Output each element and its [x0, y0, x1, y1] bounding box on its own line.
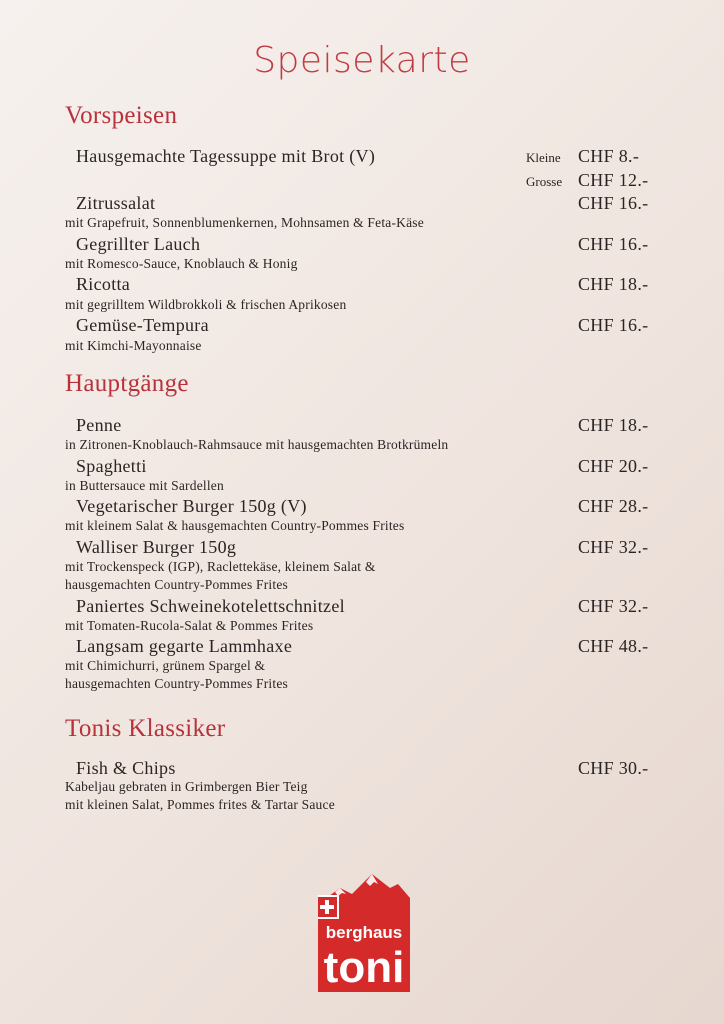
logo-text-berghaus: berghaus: [325, 923, 403, 942]
size-label-large: Grosse: [526, 174, 563, 189]
item-description: mit Tomaten-Rucola-Salat & Pommes Frites: [65, 618, 314, 633]
item-name: Zitrussalat: [76, 193, 156, 213]
item-price: CHF 30.-: [578, 758, 649, 778]
item-price: CHF 8.-: [578, 146, 640, 166]
item-name: Penne: [76, 415, 122, 435]
item-description: mit kleinen Salat, Pommes frites & Tartar Sauce: [65, 797, 335, 812]
item-price: CHF 12.-: [578, 170, 649, 190]
item-description: mit Kimchi-Mayonnaise: [65, 338, 202, 353]
item-price: CHF 18.-: [578, 415, 649, 435]
item-description: mit kleinem Salat & hausgemachten Country-Pommes Frites: [65, 518, 405, 533]
item-description: hausgemachten Country-Pommes Frites: [65, 577, 288, 592]
size-label-small: Kleine: [526, 150, 561, 165]
item-name: Spaghetti: [76, 456, 147, 476]
item-price: CHF 16.-: [578, 193, 649, 213]
item-description: hausgemachten Country-Pommes Frites: [65, 676, 288, 691]
berghaus-toni-logo: [318, 874, 410, 992]
item-name: Vegetarischer Burger 150g (V): [76, 496, 307, 516]
section-title-vorspeisen: Vorspeisen: [65, 102, 178, 129]
item-description: mit Chimichurri, grünem Spargel &: [65, 658, 266, 673]
item-price: CHF 16.-: [578, 315, 649, 335]
item-name: Gegrillter Lauch: [76, 234, 201, 254]
page-title: Speisekarte: [253, 40, 471, 81]
item-description: Kabeljau gebraten in Grimbergen Bier Teig: [65, 779, 308, 794]
logo-text-toni: toni: [323, 943, 405, 992]
item-description: in Zitronen-Knoblauch-Rahmsauce mit hausgemachten Brotkrümeln: [65, 437, 449, 452]
item-price: CHF 32.-: [578, 537, 649, 557]
item-price: CHF 18.-: [578, 274, 649, 294]
logo-graphic: [318, 874, 410, 992]
item-description: mit gegrilltem Wildbrokkoli & frischen Aprikosen: [65, 297, 347, 312]
item-price: CHF 32.-: [578, 596, 649, 616]
item-name: Ricotta: [76, 274, 131, 294]
item-name: Walliser Burger 150g: [76, 537, 237, 557]
section-title-hauptgaenge: Hauptgänge: [65, 370, 189, 397]
item-description: mit Trockenspeck (IGP), Raclettekäse, kleinem Salat &: [65, 559, 376, 574]
item-name: Paniertes Schweinekotelettschnitzel: [76, 596, 345, 616]
item-description: mit Grapefruit, Sonnenblumenkernen, Mohnsamen & Feta-Käse: [65, 215, 424, 230]
item-price: CHF 28.-: [578, 496, 649, 516]
section-title-klassiker: Tonis Klassiker: [65, 715, 226, 742]
item-name: Gemüse-Tempura: [76, 315, 209, 335]
item-name: Fish & Chips: [76, 758, 176, 778]
item-description: in Buttersauce mit Sardellen: [65, 478, 224, 493]
item-name: Langsam gegarte Lammhaxe: [76, 636, 293, 656]
item-name: Hausgemachte Tagessuppe mit Brot (V): [76, 146, 376, 166]
item-description: mit Romesco-Sauce, Knoblauch & Honig: [65, 256, 298, 271]
item-price: CHF 48.-: [578, 636, 649, 656]
item-price: CHF 16.-: [578, 234, 649, 254]
item-price: CHF 20.-: [578, 456, 649, 476]
